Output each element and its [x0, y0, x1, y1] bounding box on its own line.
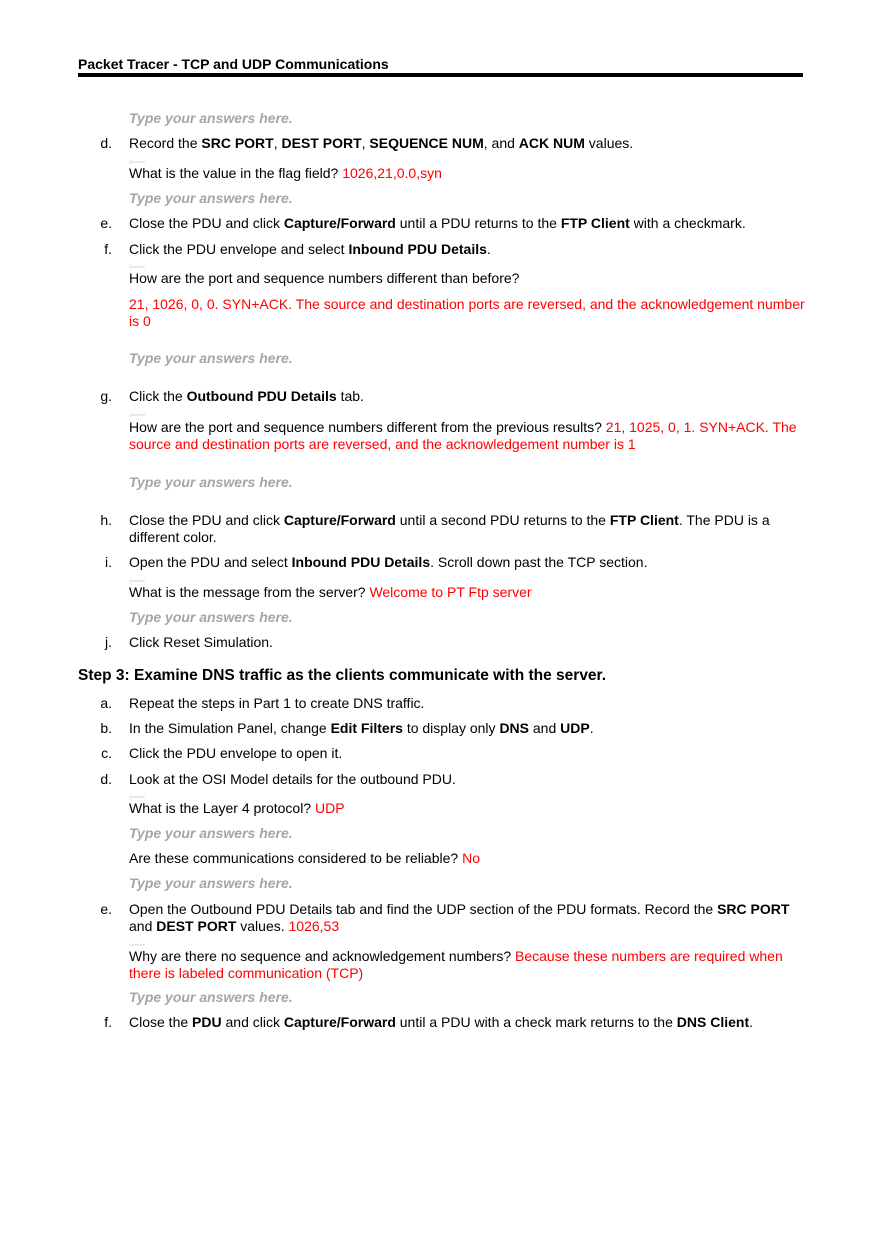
instruction-d: Record the SRC PORT, DEST PORT, SEQUENCE NUM, and ACK NUM values. — [129, 135, 634, 151]
answer-text: Because these numbers are required when there is labeled communication (TCP) — [129, 948, 783, 981]
step-label: c. — [101, 745, 112, 761]
step-label: i. — [105, 554, 112, 570]
question-e2: Why are there no sequence and acknowledgement numbers? Because these numbers are required when there is labeled communication (TCP) — [129, 948, 783, 981]
instruction-h: Close the PDU and click Capture/Forward until a second PDU returns to the FTP Client. The PDU is a different color. — [129, 512, 770, 545]
step-label: b. — [100, 720, 112, 736]
question-reliable: Are these communications considered to be reliable? No — [129, 850, 480, 866]
step-label: j. — [105, 634, 112, 650]
step-label: d. — [100, 135, 112, 151]
step-label: e. — [100, 901, 112, 917]
answer-text: 1026,21,0.0,syn — [342, 165, 442, 181]
instruction-d2: Look at the OSI Model details for the outbound PDU. — [129, 771, 456, 787]
question-f: How are the port and sequence numbers different than before? — [129, 270, 520, 286]
header-rule — [78, 73, 803, 77]
answer-placeholder[interactable]: Type your answers here. — [129, 609, 293, 625]
question-marker: Question — [129, 412, 146, 417]
instruction-a: Repeat the steps in Part 1 to create DNS traffic. — [129, 695, 425, 711]
question-marker: Question — [129, 794, 146, 799]
step-label: g. — [100, 388, 112, 404]
answer-placeholder[interactable]: Type your answers here. — [129, 474, 293, 490]
answer-placeholder[interactable]: Type your answers here. — [129, 110, 293, 126]
question-marker: Question — [129, 159, 146, 164]
answer-text: 1026,53 — [288, 917, 340, 934]
instruction-e2: Open the Outbound PDU Details tab and find the UDP section of the PDU formats. Record the SRC PORT and DEST PORT values. 1026,53 — [129, 901, 790, 934]
instruction-b: In the Simulation Panel, change Edit Filters to display only DNS and UDP. — [129, 720, 594, 736]
instruction-e: Close the PDU and click Capture/Forward until a PDU returns to the FTP Client with a checkmark. — [129, 215, 746, 231]
page-header-title: Packet Tracer - TCP and UDP Communications — [78, 56, 389, 72]
step-label: h. — [100, 512, 112, 528]
instruction-c: Click the PDU envelope to open it. — [129, 745, 343, 761]
answer-text: UDP — [315, 800, 345, 816]
step-heading: Step 3: Examine DNS traffic as the clients communicate with the server. — [78, 667, 607, 684]
instruction-f2: Close the PDU and click Capture/Forward until a PDU with a check mark returns to the DNS Client. — [129, 1014, 753, 1030]
instruction-f: Click the PDU envelope and select Inbound PDU Details. — [129, 241, 491, 257]
step-label: f. — [104, 241, 112, 257]
step-label: d. — [100, 771, 112, 787]
step-label: a. — [100, 695, 112, 711]
question-marker: Question — [129, 264, 146, 269]
question-layer4: What is the Layer 4 protocol? UDP — [129, 800, 345, 816]
answer-placeholder[interactable]: Type your answers here. — [129, 190, 293, 206]
answer-placeholder[interactable]: Type your answers here. — [129, 989, 293, 1005]
question-marker: Question — [129, 578, 146, 583]
step-label: f. — [104, 1014, 112, 1030]
question-d: What is the value in the flag field? 1026,21,0.0,syn — [129, 165, 442, 181]
question-i: What is the message from the server? Welcome to PT Ftp server — [129, 584, 532, 600]
step-label: e. — [100, 215, 112, 231]
answer-placeholder[interactable]: Type your answers here. — [129, 875, 293, 891]
answer-placeholder[interactable]: Type your answers here. — [129, 350, 293, 366]
answer-text: Welcome to PT Ftp server — [369, 584, 532, 600]
question-marker: Question — [129, 942, 146, 947]
answer-text: 21, 1026, 0, 0. SYN+ACK. The source and destination ports are reversed, and the acknowledgement number is 0 — [129, 296, 805, 329]
instruction-j: Click Reset Simulation. — [129, 634, 273, 650]
instruction-i: Open the PDU and select Inbound PDU Details. Scroll down past the TCP section. — [129, 554, 648, 570]
answer-text: 21, 1025, 0, 1. SYN+ACK. The source and destination ports are reversed, and the acknowledgement number is 1 — [129, 419, 797, 452]
instruction-g: Click the Outbound PDU Details tab. — [129, 388, 364, 404]
question-g: How are the port and sequence numbers different from the previous results? 21, 1025, 0, 1. SYN+ACK. The source and destination ports are reversed, and the acknowledgement number is 1 — [129, 419, 797, 452]
answer-placeholder[interactable]: Type your answers here. — [129, 825, 293, 841]
answer-text: No — [462, 850, 480, 866]
